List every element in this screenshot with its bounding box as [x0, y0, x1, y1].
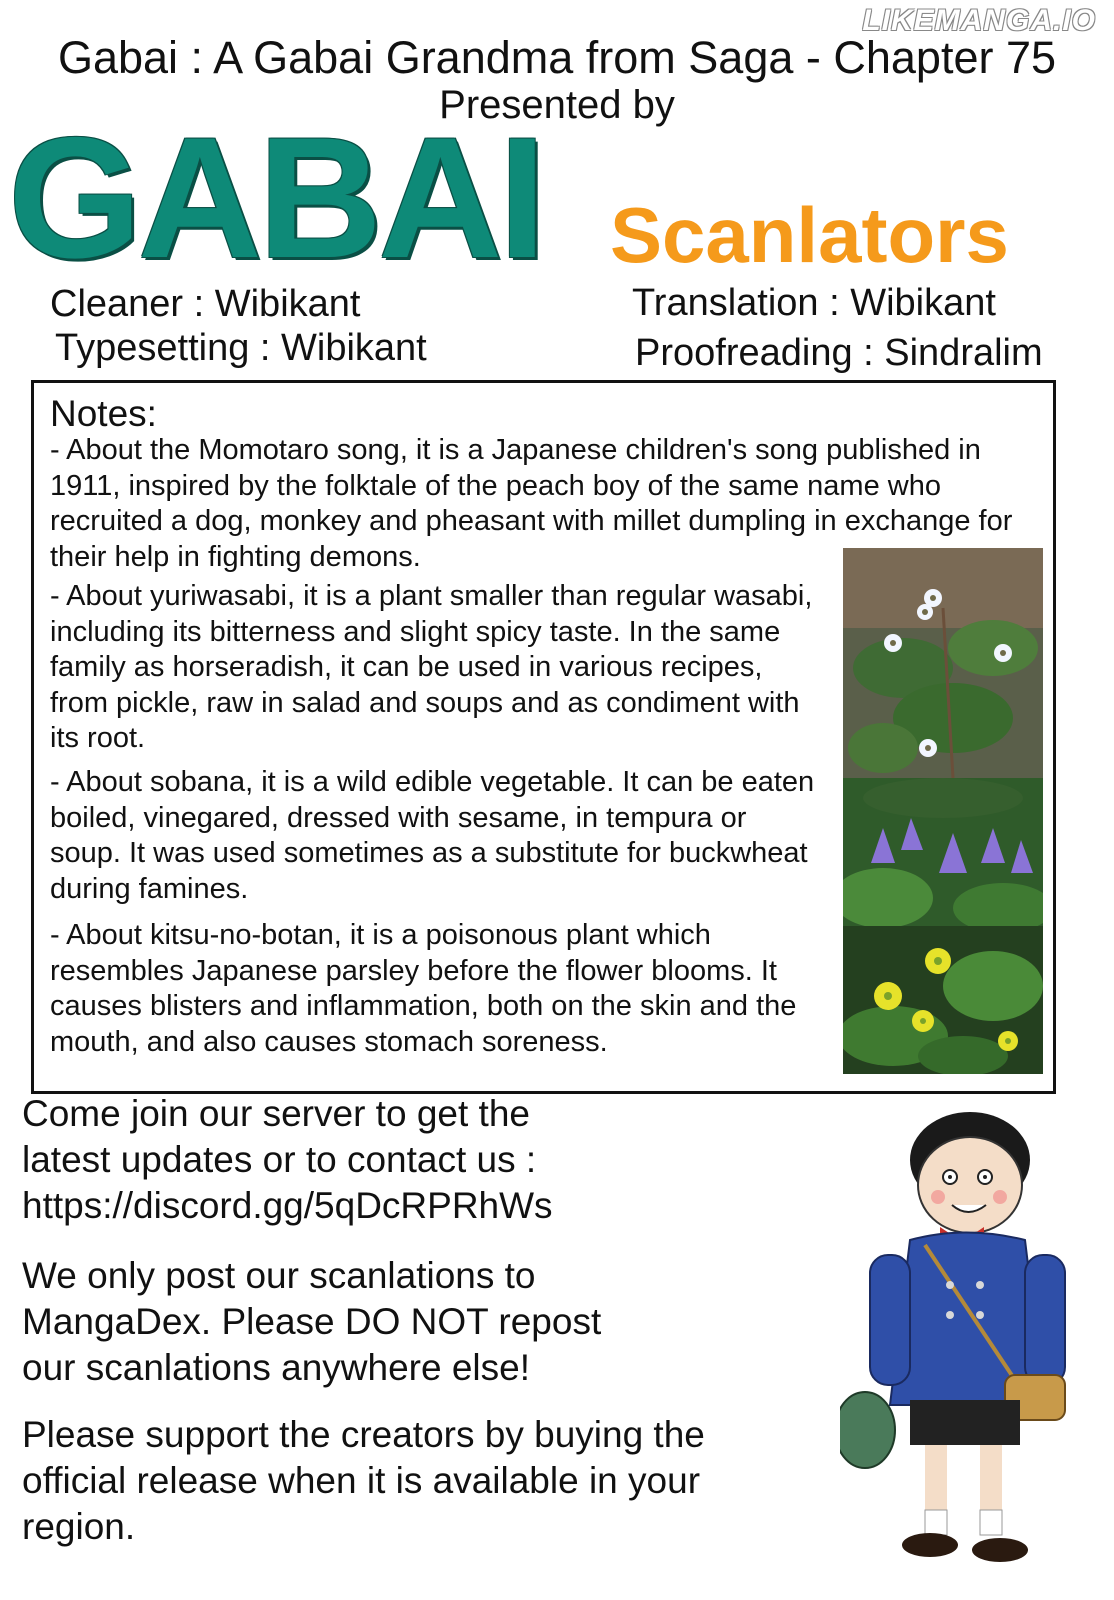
notes-heading: Notes:	[50, 393, 157, 434]
footer-discord: Come join our server to get the latest updates or to contact us : https://discord.gg/5qDcRPRhWs	[22, 1093, 553, 1226]
note-yuriwasabi: - About yuriwasabi, it is a plant smaller than regular wasabi, including its bitterness and slight spicy taste. In the same family as horseradish, it can be used in various recipes, from pickle, raw in salad and soups and as condiment with its root.	[50, 580, 813, 754]
notes-box	[31, 380, 1056, 1094]
credit-proofreading: Proofreading : Sindralim	[635, 332, 1043, 374]
note-sobana: - About sobana, it is a wild edible vegetable. It can be eaten boiled, vinegared, dressed with sesame, in tempura or soup. It was used sometimes as a substitute for buckwheat during famines.	[50, 766, 815, 905]
footer-mangadex: We only post our scanlations to MangaDex. Please DO NOT repost our scanlations anywhere else!	[22, 1255, 602, 1388]
sobana-photo	[843, 778, 1043, 926]
presented-by: Presented by	[439, 83, 675, 127]
page-title: Gabai : A Gabai Grandma from Saga - Chapter 75	[57, 32, 1057, 83]
watermark: LIKEMANGA.IO	[862, 4, 1096, 37]
credit-typesetting: Typesetting : Wibikant	[55, 327, 427, 369]
logo-scanlators: Scanlators	[610, 191, 1009, 279]
schoolboy-illustration	[840, 1105, 1080, 1585]
credit-cleaner: Cleaner : Wibikant	[50, 283, 361, 325]
footer-support: Please support the creators by buying the official release when it is available in your region.	[22, 1414, 705, 1547]
logo-gabai: GABAI	[8, 102, 543, 294]
note-kitsu-no-botan: - About kitsu-no-botan, it is a poisonous plant which resembles Japanese parsley before the flower blooms. It causes blisters and inflammation, both on the skin and the mouth, and also causes stomach soreness.	[50, 919, 797, 1058]
kitsu-no-botan-photo	[843, 926, 1043, 1074]
yuriwasabi-photo	[843, 548, 1043, 778]
credit-translation: Translation : Wibikant	[632, 282, 996, 324]
note-momotaro: - About the Momotaro song, it is a Japanese children's song published in 1911, inspired by the folktale of the peach boy of the same name who recruited a dog, monkey and pheasant with millet dumpling in exchange for their help in fighting demons.	[50, 434, 1013, 573]
